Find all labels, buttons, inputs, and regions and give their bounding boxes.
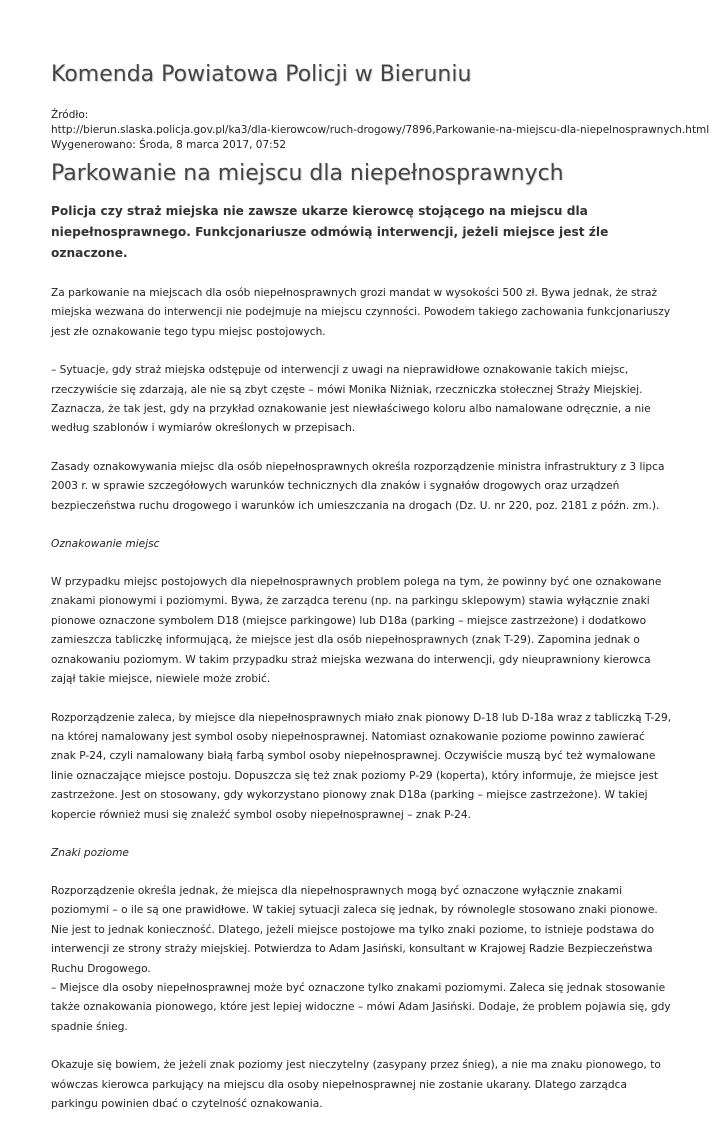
document-page bbox=[51, 60, 710, 1133]
paragraph-7: Okazuje się bowiem, że jeżeli znak poziomy jest nieczytelny (zasypany przez śnieg), a nie ma znaku pionowego, to wówczas kierowca parkujący na miejscu dla osoby niepełnosprawnej nie zostanie ukarany. Dlatego zarządca parkingu powinien dbać o czytelność oznakowania. bbox=[51, 1059, 661, 1110]
paragraph-4: W przypadku miejsc postojowych dla niepełnosprawnych problem polega na tym, że powinny być one oznakowane znakami pionowymi i poziomymi. Bywa, że zarządca terenu (np. na parkingu sklepowym) stawia wyłącznie znaki pionowe oznaczone symbolem D18 (miejsce parkingowe) lub D18a (parking – miejsce zastrzeżone) i dodatkowo zamieszcza tabliczkę informującą, że miejsce jest dla osób niepełnosprawnych (znak T-29). Zapomina jednak o oznakowaniu poziomym. W takim przypadku straż miejska wezwana do interwencji, gdy nieuprawniony kierowca zajął takie miejsce, niewiele może zrobić. bbox=[51, 576, 662, 686]
paragraph-6a: Rozporządzenie określa jednak, że miejsca dla niepełnosprawnych mogą być oznaczone wyłącznie znakami poziomymi – o ile są one prawidłowe. W takiej sytuacji zaleca się jednak, by równolegle stosowano znaki pionowe. Nie jest to jednak konieczność. Dlatego, jeżeli miejsce postojowe ma tylko znaki poziome, to istnieje podstawa do interwencji ze strony straży miejskiej. Potwierdza to Adam Jasiński, konsultant w Krajowej Radzie Bezpieczeństwa Ruchu Drogowego. bbox=[51, 884, 658, 975]
document-meta bbox=[51, 108, 710, 153]
article-lead: Policja czy straż miejska nie zawsze ukarze kierowcę stojącego na miejscu dla niepełnosprawnego. Funkcjonariusze odmówią interwencji, jeżeli miejsce jest źle oznaczone. bbox=[51, 204, 609, 260]
site-title: Komenda Powiatowa Policji w Bieruniu bbox=[51, 62, 472, 87]
paragraph-1: Za parkowanie na miejscach dla osób niepełnosprawnych grozi mandat w wysokości 500 zł. Bywa jednak, że straż miejska wezwana do interwencji nie podejmuje na miejscu czynności. Powodem takiego zachowania funkcjonariuszy jest złe oznakowanie tego typu miejsc postojowych. bbox=[51, 287, 671, 338]
paragraph-6b: – Miejsce dla osoby niepełnosprawnej może być oznaczone tylko znakami poziomymi. Zaleca się jednak stosowanie także oznakowania pionowego, które jest lepiej widoczne – mówi Adam Jasiński. Dodaje, że problem pojawia się, gdy spadnie śnieg. bbox=[51, 981, 671, 1033]
generated-date: Wygenerowano: Środa, 8 marca 2017, 07:52 bbox=[51, 139, 287, 151]
source-label: Źródło: bbox=[51, 109, 89, 121]
subheading-oznakowanie: Oznakowanie miejsc bbox=[51, 538, 160, 551]
paragraph-3: Zasady oznakowywania miejsc dla osób niepełnosprawnych określa rozporządzenie ministra infrastruktury z 3 lipca 2003 r. w sprawie szczegółowych warunków technicznych dla znaków i sygnałów drogowych oraz urządzeń bezpieczeństwa ruchu drogowego i warunków ich umieszczania na drogach (Dz. U. nr 220, poz. 2181 z późn. zm.). bbox=[51, 460, 665, 512]
paragraph-5: Rozporządzenie zaleca, by miejsce dla niepełnosprawnych miało znak pionowy D-18 lub D-18a wraz z tabliczką T-29, na której namalowany jest symbol osoby niepełnosprawnej. Natomiast oznakowanie poziome powinno zawierać znak P-24, czyli namalowany białą farbą symbol osoby niepełnosprawnej. Oczywiście muszą być też wymalowane linie oznaczające miejsce postoju. Dopuszcza się też znak poziomy P-29 (koperta), który informuje, że miejsce jest zastrzeżone. Jest on stosowany, gdy wykorzystano pionowy znak D18a (parking – miejsce zastrzeżone). W takiej kopercie również musi się znaleźć symbol osoby niepełnosprawnej – znak P-24. bbox=[51, 711, 672, 821]
subheading-znaki-poziome: Znaki poziome bbox=[51, 846, 129, 859]
article-title: Parkowanie na miejscu dla niepełnosprawnych bbox=[51, 161, 564, 186]
paragraph-2: – Sytuacje, gdy straż miejska odstępuje od interwencji z uwagi na nieprawidłowe oznakowanie takich miejsc, rzeczywiście się zdarzają, ale nie są zbyt częste – mówi Monika Niżniak, rzeczniczka stołecznej Straży Miejskiej. Zaznacza, że tak jest, gdy na przykład oznakowanie jest niewłaściwego koloru albo namalowane odręcznie, a nie według szablonów i wymiarów określonych w przepisach. bbox=[51, 364, 651, 435]
paragraph-6 bbox=[51, 882, 673, 1037]
source-url[interactable]: http://bierun.slaska.policja.gov.pl/ka3/dla-kierowcow/ruch-drogowy/7896,Parkowanie-na-miejscu-dla-niepelnosprawnych.html bbox=[51, 124, 710, 136]
